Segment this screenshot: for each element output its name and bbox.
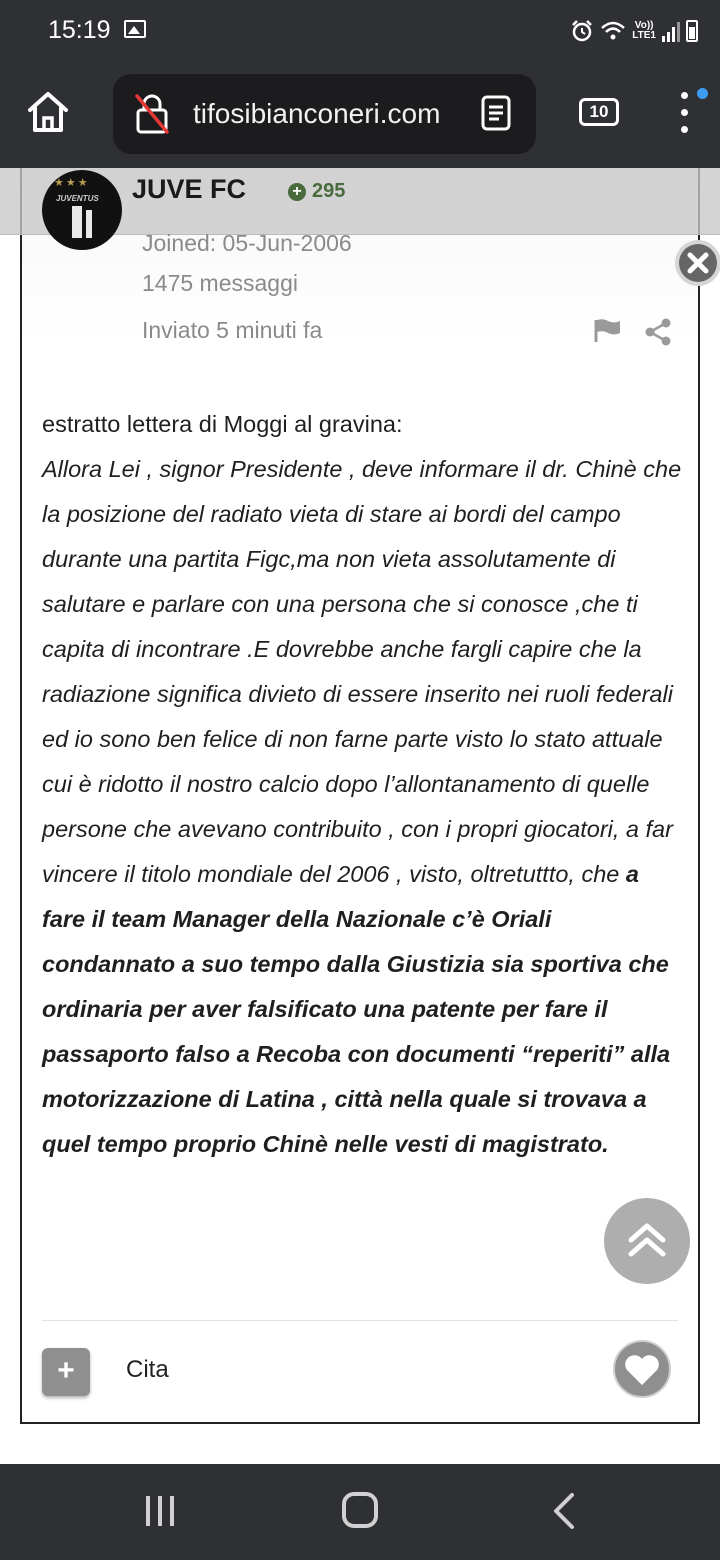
flag-icon[interactable] xyxy=(594,318,622,342)
like-button[interactable] xyxy=(613,1340,671,1398)
lte-line-2: LTE1 xyxy=(632,30,656,41)
plus-circle-icon: + xyxy=(288,183,306,201)
post-intro: estratto lettera di Moggi al gravina: xyxy=(42,411,403,437)
back-icon[interactable] xyxy=(550,1492,580,1530)
scroll-to-top-button[interactable] xyxy=(604,1198,690,1284)
status-icons xyxy=(570,18,698,44)
post-quote xyxy=(42,447,682,1167)
recent-apps-icon[interactable] xyxy=(144,1494,178,1528)
join-date: Joined: 05-Jun-2006 xyxy=(142,230,352,256)
post-author-name[interactable]: JUVE FC xyxy=(132,174,247,204)
signal-icon xyxy=(662,20,680,42)
heart-icon xyxy=(615,1342,669,1396)
url-text[interactable]: tifosibianconeri.com xyxy=(193,98,441,129)
status-bar xyxy=(0,0,720,62)
avatar-stars: ★★★ xyxy=(54,177,90,189)
browser-toolbar xyxy=(0,62,720,168)
lte-line-1: Vo)) xyxy=(634,20,654,31)
alarm-icon xyxy=(570,19,594,43)
reputation-count: 295 xyxy=(312,180,346,202)
lte-indicator xyxy=(632,21,656,41)
battery-icon xyxy=(686,20,698,42)
address-bar[interactable] xyxy=(113,74,536,154)
home-icon[interactable] xyxy=(24,88,72,136)
gallery-icon xyxy=(124,20,146,38)
post-time: Inviato 5 minuti fa xyxy=(142,317,323,343)
quote-regular-text: Allora Lei , signor Presidente , deve informare il dr. Chinè che la posizione del radiato vieta di stare ai bordi del campo durante una partita Figc,ma non vieta assolutamente di salutare e parlare con una persona che si conosce ,che ti capita di incontrare .E dovrebbe anche fargli capire che la radiazione significa divieto di essere inserito nei ruoli federali ed io sono ben felice di non farne parte visto lo stato attuale cui è ridotto il nostro calcio dopo l’allontanamento di quelle persone che avevano contribuito , con i propri giocatori, a far vincere il titolo mondiale del 2006 , visto, oltretuttto, che xyxy=(42,456,682,887)
avatar-logo-part xyxy=(72,206,82,238)
status-time: 15:19 xyxy=(48,16,111,44)
quote-button[interactable]: Cita xyxy=(126,1356,169,1383)
more-menu-icon[interactable] xyxy=(676,92,694,136)
close-button[interactable] xyxy=(675,240,720,286)
avatar-text: JUVENTUS xyxy=(56,194,99,203)
system-nav-bar xyxy=(0,1464,720,1560)
share-icon[interactable] xyxy=(644,318,672,346)
post-footer-divider xyxy=(42,1320,678,1321)
close-icon xyxy=(675,240,720,286)
insecure-lock-icon[interactable] xyxy=(135,94,169,134)
page-content xyxy=(0,168,720,1464)
avatar-logo-part xyxy=(86,210,92,238)
message-count: 1475 messaggi xyxy=(142,270,298,296)
nav-home-icon[interactable] xyxy=(342,1492,378,1528)
quote-bold-text: a fare il team Manager della Nazionale c’è Oriali condannato a suo tempo dalla Giustizia sia sportiva che ordinaria per aver falsificato una patente per fare il passaporto falso a Recoba con documenti “reperiti” alla motorizzazione di Latina , città nella quale si trovava a quel tempo proprio Chinè nelle vesti di magistrato. xyxy=(42,861,671,1157)
double-chevron-up-icon xyxy=(604,1198,690,1284)
avatar[interactable] xyxy=(42,170,122,250)
tab-count-button[interactable]: 10 xyxy=(579,98,619,126)
update-badge xyxy=(697,88,708,99)
post-body xyxy=(42,402,682,1167)
multi-quote-button[interactable]: + xyxy=(42,1348,90,1396)
wifi-icon xyxy=(600,20,626,42)
reputation-badge xyxy=(288,180,345,203)
reader-mode-icon[interactable] xyxy=(481,95,511,131)
